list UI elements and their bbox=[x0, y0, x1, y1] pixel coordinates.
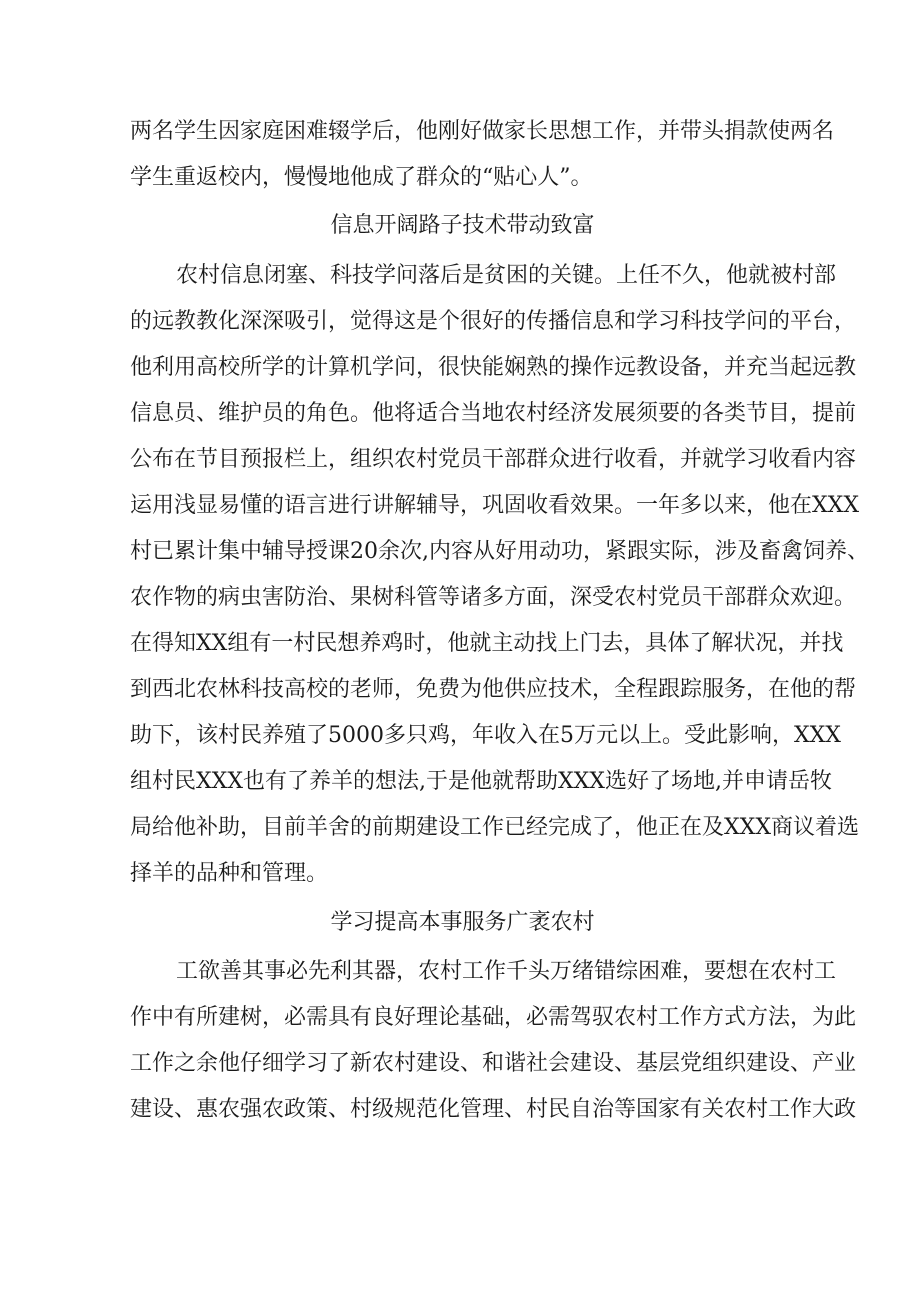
paragraph-line: 助下，该村民养殖了5000多只鸡，年收入在5万元以上。受此影响，XXX bbox=[130, 723, 841, 748]
paragraph-line: 学生重返校内，慢慢地他成了群众的“贴心人”。 bbox=[130, 165, 593, 190]
paragraph-line: 农作物的病虫害防治、果树科管等诸多方面，深受农村党员干部群众欢迎。 bbox=[130, 585, 857, 610]
paragraph-line: 在得知XX组有一村民想养鸡时，他就主动找上门去，具体了解状况，并找 bbox=[130, 631, 844, 656]
paragraph-line: 工作之余他仔细学习了新农村建设、和谐社会建设、基层党组织建设、产业 bbox=[130, 1051, 857, 1076]
paragraph-line: 到西北农林科技高校的老师，免费为他供应技术，全程跟踪服务，在他的帮 bbox=[130, 677, 857, 702]
paragraph-line: 他利用高校所学的计算机学问，很快能娴熟的操作远教设备，并充当起远教 bbox=[130, 355, 857, 380]
paragraph-line: 组村民XXX也有了养羊的想法,于是他就帮助XXX选好了场地,并申请岳牧 bbox=[130, 769, 832, 794]
paragraph-line: 局给他补助，目前羊舍的前期建设工作已经完成了，他正在及XXX商议着选 bbox=[130, 815, 859, 840]
paragraph-line: 的远教教化深深吸引，觉得这是个很好的传播信息和学习科技学问的平台， bbox=[130, 309, 857, 334]
paragraph-line: 工欲善其事必先利其器，农村工作千头万绪错综困难，要想在农村工 bbox=[176, 959, 837, 984]
paragraph-line: 农村信息闭塞、科技学问落后是贫困的关键。上任不久，他就被村部 bbox=[176, 263, 837, 288]
section-heading: 学习提高本事服务广袤农村 bbox=[330, 910, 595, 935]
paragraph-line: 公布在节目预报栏上，组织农村党员干部群众进行收看，并就学习收看内容 bbox=[130, 447, 857, 472]
paragraph-line: 择羊的品种和管理。 bbox=[130, 861, 329, 886]
paragraph-line: 信息员、维护员的角色。他将适合当地农村经济发展须要的各类节目，提前 bbox=[130, 401, 857, 426]
paragraph-line: 建设、惠农强农政策、村级规范化管理、村民自治等国家有关农村工作大政 bbox=[130, 1097, 857, 1122]
paragraph-line: 村已累计集中辅导授课20余次,内容从好用动功，紧跟实际，涉及畜禽饲养、 bbox=[130, 539, 869, 564]
paragraph-line: 运用浅显易懂的语言进行讲解辅导，巩固收看效果。一年多以来，他在XXX bbox=[130, 493, 859, 518]
paragraph-line: 作中有所建树，必需具有良好理论基础，必需驾驭农村工作方式方法，为此 bbox=[130, 1005, 857, 1030]
paragraph-line: 两名学生因家庭困难辍学后，他刚好做家长思想工作，并带头捐款使两名 bbox=[130, 119, 835, 144]
section-heading: 信息开阔路子技术带动致富 bbox=[330, 213, 595, 238]
